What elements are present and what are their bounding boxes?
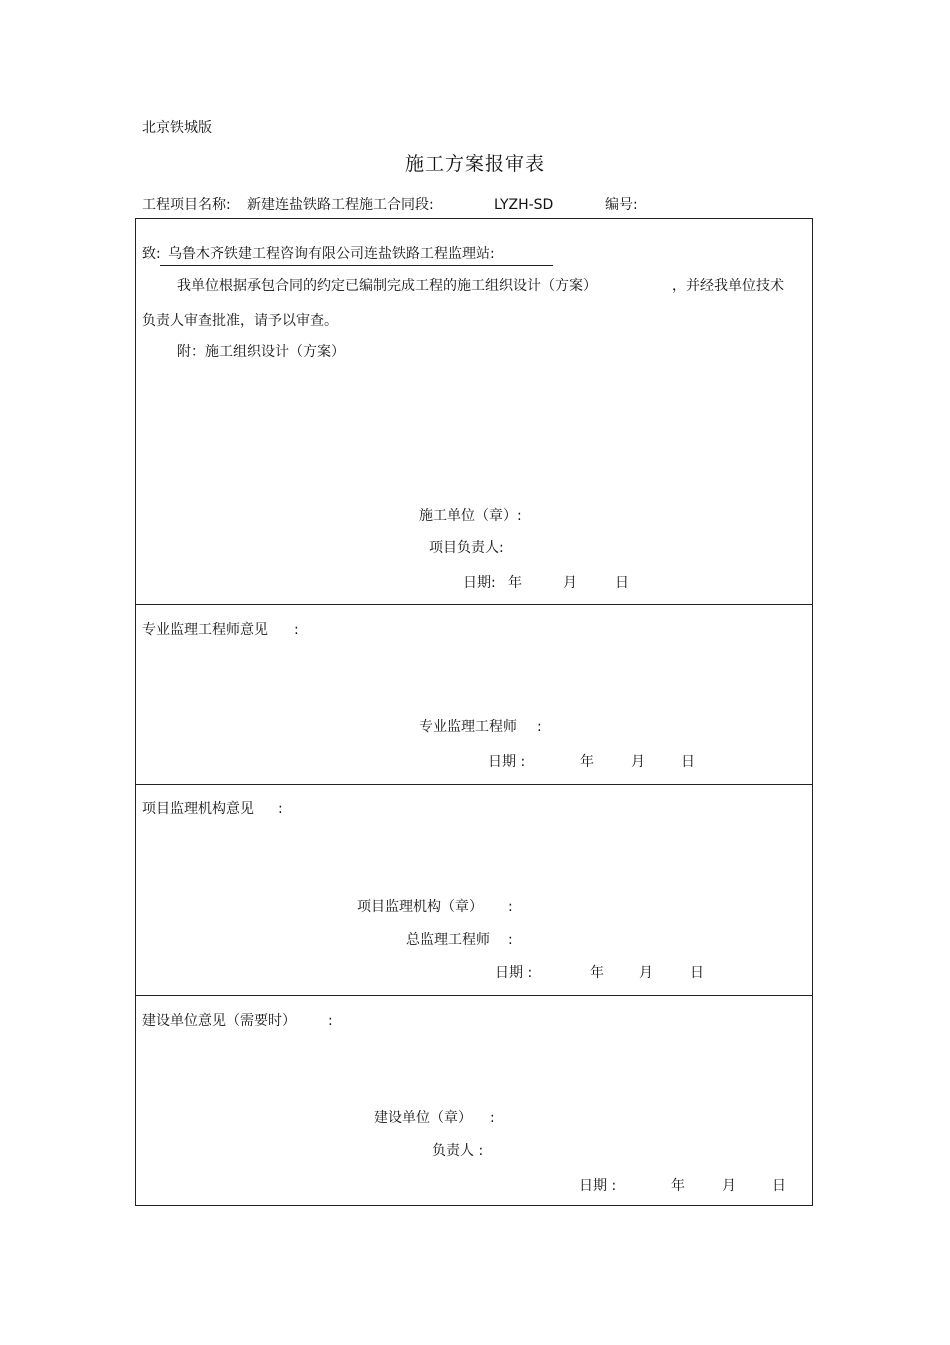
project-leader-label: 项目负责人: [429, 540, 504, 556]
specialist-opinion-label: 专业监理工程师意见 [142, 622, 268, 638]
attachment-text: 附：施工组织设计（方案） [177, 344, 345, 360]
owner-unit-label: 建设单位（章） [374, 1110, 472, 1126]
colon: : [537, 719, 542, 735]
date-day: 日 [772, 1178, 786, 1194]
contractor-unit-label: 施工单位（章）: [419, 508, 522, 524]
date-label: 日期 : [488, 754, 526, 770]
edition-label: 北京铁城版 [142, 120, 212, 136]
recipient-name: 乌鲁木齐铁建工程咨询有限公司连盐铁路工程监理站: [168, 246, 495, 262]
colon: : [508, 932, 513, 948]
specialist-signer-label: 专业监理工程师 [419, 719, 517, 735]
number-label: 编号: [605, 197, 638, 213]
date-month: 月 [631, 754, 645, 770]
date-day: 日 [690, 965, 704, 981]
date-day: 日 [681, 754, 695, 770]
recipient-underline [160, 265, 553, 266]
date-label: 日期 : [495, 965, 533, 981]
chief-engineer-label: 总监理工程师 [406, 932, 490, 948]
contract-code: LYZH-SD [494, 197, 554, 213]
to-label: 致: [142, 246, 161, 262]
section-divider [135, 995, 813, 996]
date-month: 月 [563, 575, 577, 591]
section-divider [135, 784, 813, 785]
date-year: 年 [580, 754, 594, 770]
date-label: 日期: [463, 575, 496, 591]
date-month: 月 [639, 965, 653, 981]
owner-leader-label: 负责人 : [432, 1143, 484, 1159]
colon: : [294, 622, 299, 638]
colon: : [490, 1110, 495, 1126]
project-label: 工程项目名称: [142, 197, 231, 213]
form-table [135, 218, 813, 1206]
colon: : [328, 1013, 333, 1029]
owner-opinion-label: 建设单位意见（需要时） [142, 1013, 296, 1029]
body-line-1: 我单位根据承包合同的约定已编制完成工程的施工组织设计（方案） [177, 278, 597, 294]
supervision-opinion-label: 项目监理机构意见 [142, 801, 254, 817]
supervision-org-label: 项目监理机构（章） [357, 899, 483, 915]
date-year: 年 [508, 575, 522, 591]
page-title: 施工方案报审表 [404, 153, 545, 175]
project-name: 新建连盐铁路工程施工合同段: [247, 197, 434, 213]
date-day: 日 [615, 575, 629, 591]
section-divider [135, 604, 813, 605]
body-line-1-tail: ，并经我单位技术 [672, 278, 784, 294]
date-label: 日期 : [579, 1178, 617, 1194]
body-line-2: 负责人审查批准，请予以审查。 [142, 313, 338, 329]
date-year: 年 [671, 1178, 685, 1194]
colon: : [508, 899, 513, 915]
colon: : [278, 801, 283, 817]
date-year: 年 [590, 965, 604, 981]
date-month: 月 [722, 1178, 736, 1194]
